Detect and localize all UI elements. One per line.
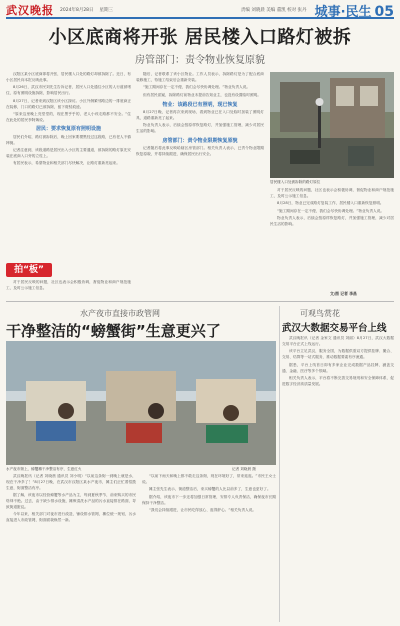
paragraph: “施工期间存在一定不便，我们会尽快协调处理。”物业负责人说。 <box>143 85 251 90</box>
headline-crab-street: 干净整洁的“螃蟹街”生意更兴了 <box>6 322 221 340</box>
article-column-1b <box>6 280 131 298</box>
paragraph: “我们会持续跟进，让市民吃得放心、逛得舒心。”相关负责人说。 <box>149 508 257 513</box>
column-rule <box>279 306 280 622</box>
page-header <box>6 3 394 19</box>
paragraph: 据了解，该夜市以经营螃蟹等水产品为主，每到夏秋季节，前来购买的市民络绎不绝。过去，由于缺少排水设施，摊贩清洗水产品的污水直接排在路面，导致街道脏乱。 <box>6 493 136 510</box>
issue-weekday: 星期三 <box>99 8 114 13</box>
crab-market-art <box>6 341 276 465</box>
street-photo-art <box>270 72 394 178</box>
data-exchange-column <box>282 336 394 622</box>
page-number: 05 <box>374 3 394 20</box>
section-title <box>315 1 394 20</box>
paragraph: “以前下雨天和晚上都不敢走这条街，现在环境好了，常来逛逛。”市民王女士说。 <box>142 474 276 484</box>
paragraph: 记者注意到，该段道路是居民出入小区的主要通道，被拆除的路灯原先安装在底商入口旁的立柱上。 <box>6 148 131 158</box>
paragraph: 8月28日，物业已完成路灯复装工作，居民楼入口重新恢复照明。 <box>277 201 384 206</box>
article-column-3 <box>270 188 394 288</box>
article-column-1 <box>6 72 131 260</box>
paragraph: 8月27日晚，记者再次来到现场，看到物业已在入口处临时加装了照明灯具，道路重新亮了起来。 <box>136 109 264 120</box>
paragraph: 汉阳区某小区底商即将开张，居民楼入口处的路灯却被拆除了。近日，有小区居民向本报反映此事。 <box>6 72 131 82</box>
paragraph: “原来这里晚上亮堂堂的，现在黑乎乎的，老人小孩走路都不安全。”住在此处的居民李阿姨说。 <box>6 111 131 122</box>
headline-data-exchange: 武汉大数据交易平台上线 <box>282 323 387 334</box>
paragraph: 据介绍，该夜市下一步还将加强日常管理，安排专人负责保洁，确保夜市长期保持干净整洁。 <box>142 494 276 505</box>
kicker-right: 可观鸟赏花 <box>300 309 340 318</box>
paragraph: 武汉晚报讯（记者 刘晓晨 通讯员 刘小明）“以前这条街一到晚上就是水，现在干净多了！”8月27日晚，在武汉市汉阳区某水产夜市，摊主们正忙着招揽生意，街面整洁有序。 <box>6 474 136 490</box>
article-column-2 <box>136 72 264 298</box>
crab-photo-caption: 水产夜市街上，螃蟹摊干净整洁有序，生意红火 <box>6 467 82 471</box>
issue-date: 2024年8月28日 <box>60 8 94 13</box>
paragraph: “施工期间存在一定不便，我们会尽快协调处理。”物业负责人说。 <box>277 208 385 213</box>
commentary-stamp: 拍“板” <box>6 263 52 277</box>
subhead-residents: 居民：要求恢复原有照明设施 <box>35 125 101 132</box>
subhead-housing-dept: 房管部门：责令物业限期恢复原貌 <box>162 137 238 144</box>
paragraph: 8月27日，记者来到汉阳区该小区探访。小区外侧紧邻路边的一排底商正在装修，门口的路灯已被拆除，留下斑驳痕迹。 <box>6 98 131 109</box>
headline-subtitle: 房管部门：责令物业恢复原貌 <box>135 55 265 66</box>
crab-photo-credit: 记者 刘晓晨 摄 <box>232 467 256 471</box>
paragraph: 有居民表示，希望物业和相关部门尽快解决，让路灯重新亮起来。 <box>13 161 120 166</box>
paragraph: 物业负责人表示，后续会按原样恢复路灯，并加强施工管理，减少对居民生活的影响。 <box>270 216 394 227</box>
paragraph: 物业负责人表示，后续会按原样恢复路灯，并加强施工管理，减少对居民生活的影响。 <box>136 122 264 133</box>
paragraph: 记者随后将此事反映给辖区房管部门。相关负责人表示，已责令物业限期恢复原貌，并将持续跟进，确保居民出行安全。 <box>136 145 264 156</box>
crab-column-2 <box>142 474 276 622</box>
street-photo <box>270 72 394 178</box>
paragraph: 摊主张先生表示，街道整洁后，来买螃蟹的人比以前多了，生意也更好了。 <box>149 487 271 492</box>
paragraph: 随后，记者联系了该小区物业。工作人员表示，拆除路灯是为了配合底商装修施工，待施工结束后会重新安装。 <box>136 72 264 82</box>
masthead-logo: 武汉晚报 <box>6 4 54 17</box>
paragraph: 对于居民反映的问题，社区也表示会积极协调，督促物业和商户规范施工，及时公示施工信息。 <box>6 280 131 290</box>
crab-column-1 <box>6 474 136 622</box>
paragraph: 居民们介绍，路灯被拆除后，晚上回家要摸黑经过这段路，已有老人不慎摔倒。 <box>6 134 131 145</box>
paragraph: 对于居民反映的问题，社区也表示会积极协调，督促物业和商户规范施工，及时公示施工信息。 <box>270 188 394 198</box>
paragraph: 8月26日，武汉市民刘先生告诉记者，居民入口处通往小区的人行道被堵住，原有照明设施拆除，影响居民出行。 <box>6 85 131 96</box>
paragraph: 但有居民质疑，拆除路灯前物业未提前告知业主，也没有设置临时照明。 <box>143 92 261 97</box>
editor-credits: 责编 刘晓晨 美编 董凯 校对 张丹 <box>240 8 307 13</box>
photo-caption: 居民楼入口处被拆除的路灯原位 <box>270 180 321 184</box>
byline: 文/图 记者 李昌 <box>330 291 357 296</box>
paragraph: 相关负责人表示，平台将不断完善交易规则和安全保障体系，促进数字经济高质量发展。 <box>282 375 394 386</box>
paragraph: 该平台立足武汉，服务全国，为数据供需双方提供挂牌、撮合、交易、结算等一站式服务，推动数据要素有序流通。 <box>282 349 394 360</box>
crab-market-photo <box>6 341 276 465</box>
headline-main: 小区底商将开张 居民楼入口路灯被拆 <box>48 27 352 48</box>
section-divider <box>6 301 394 302</box>
paragraph: 据悉，平台上线首日即有多家企业完成数据产品挂牌，涵盖交通、金融、医疗等多个领域。 <box>282 362 394 373</box>
paragraph: 武汉晚报讯（记者 金家文 通讯员 刘丽）8月27日，武汉大数据交易平台正式上线运行。 <box>282 336 394 346</box>
subhead-property: 物业：该路段已有照明，现已恢复 <box>162 101 238 108</box>
kicker-seafood: 水产夜市直接市政管网 <box>80 309 160 318</box>
section-name: 城事·民生 <box>314 4 372 20</box>
paragraph: 今年以来，相关部门对夜市进行改造，铺设排水管网，摊位统一规划，污水直接进入市政管网，街面面貌焕然一新。 <box>6 512 136 523</box>
